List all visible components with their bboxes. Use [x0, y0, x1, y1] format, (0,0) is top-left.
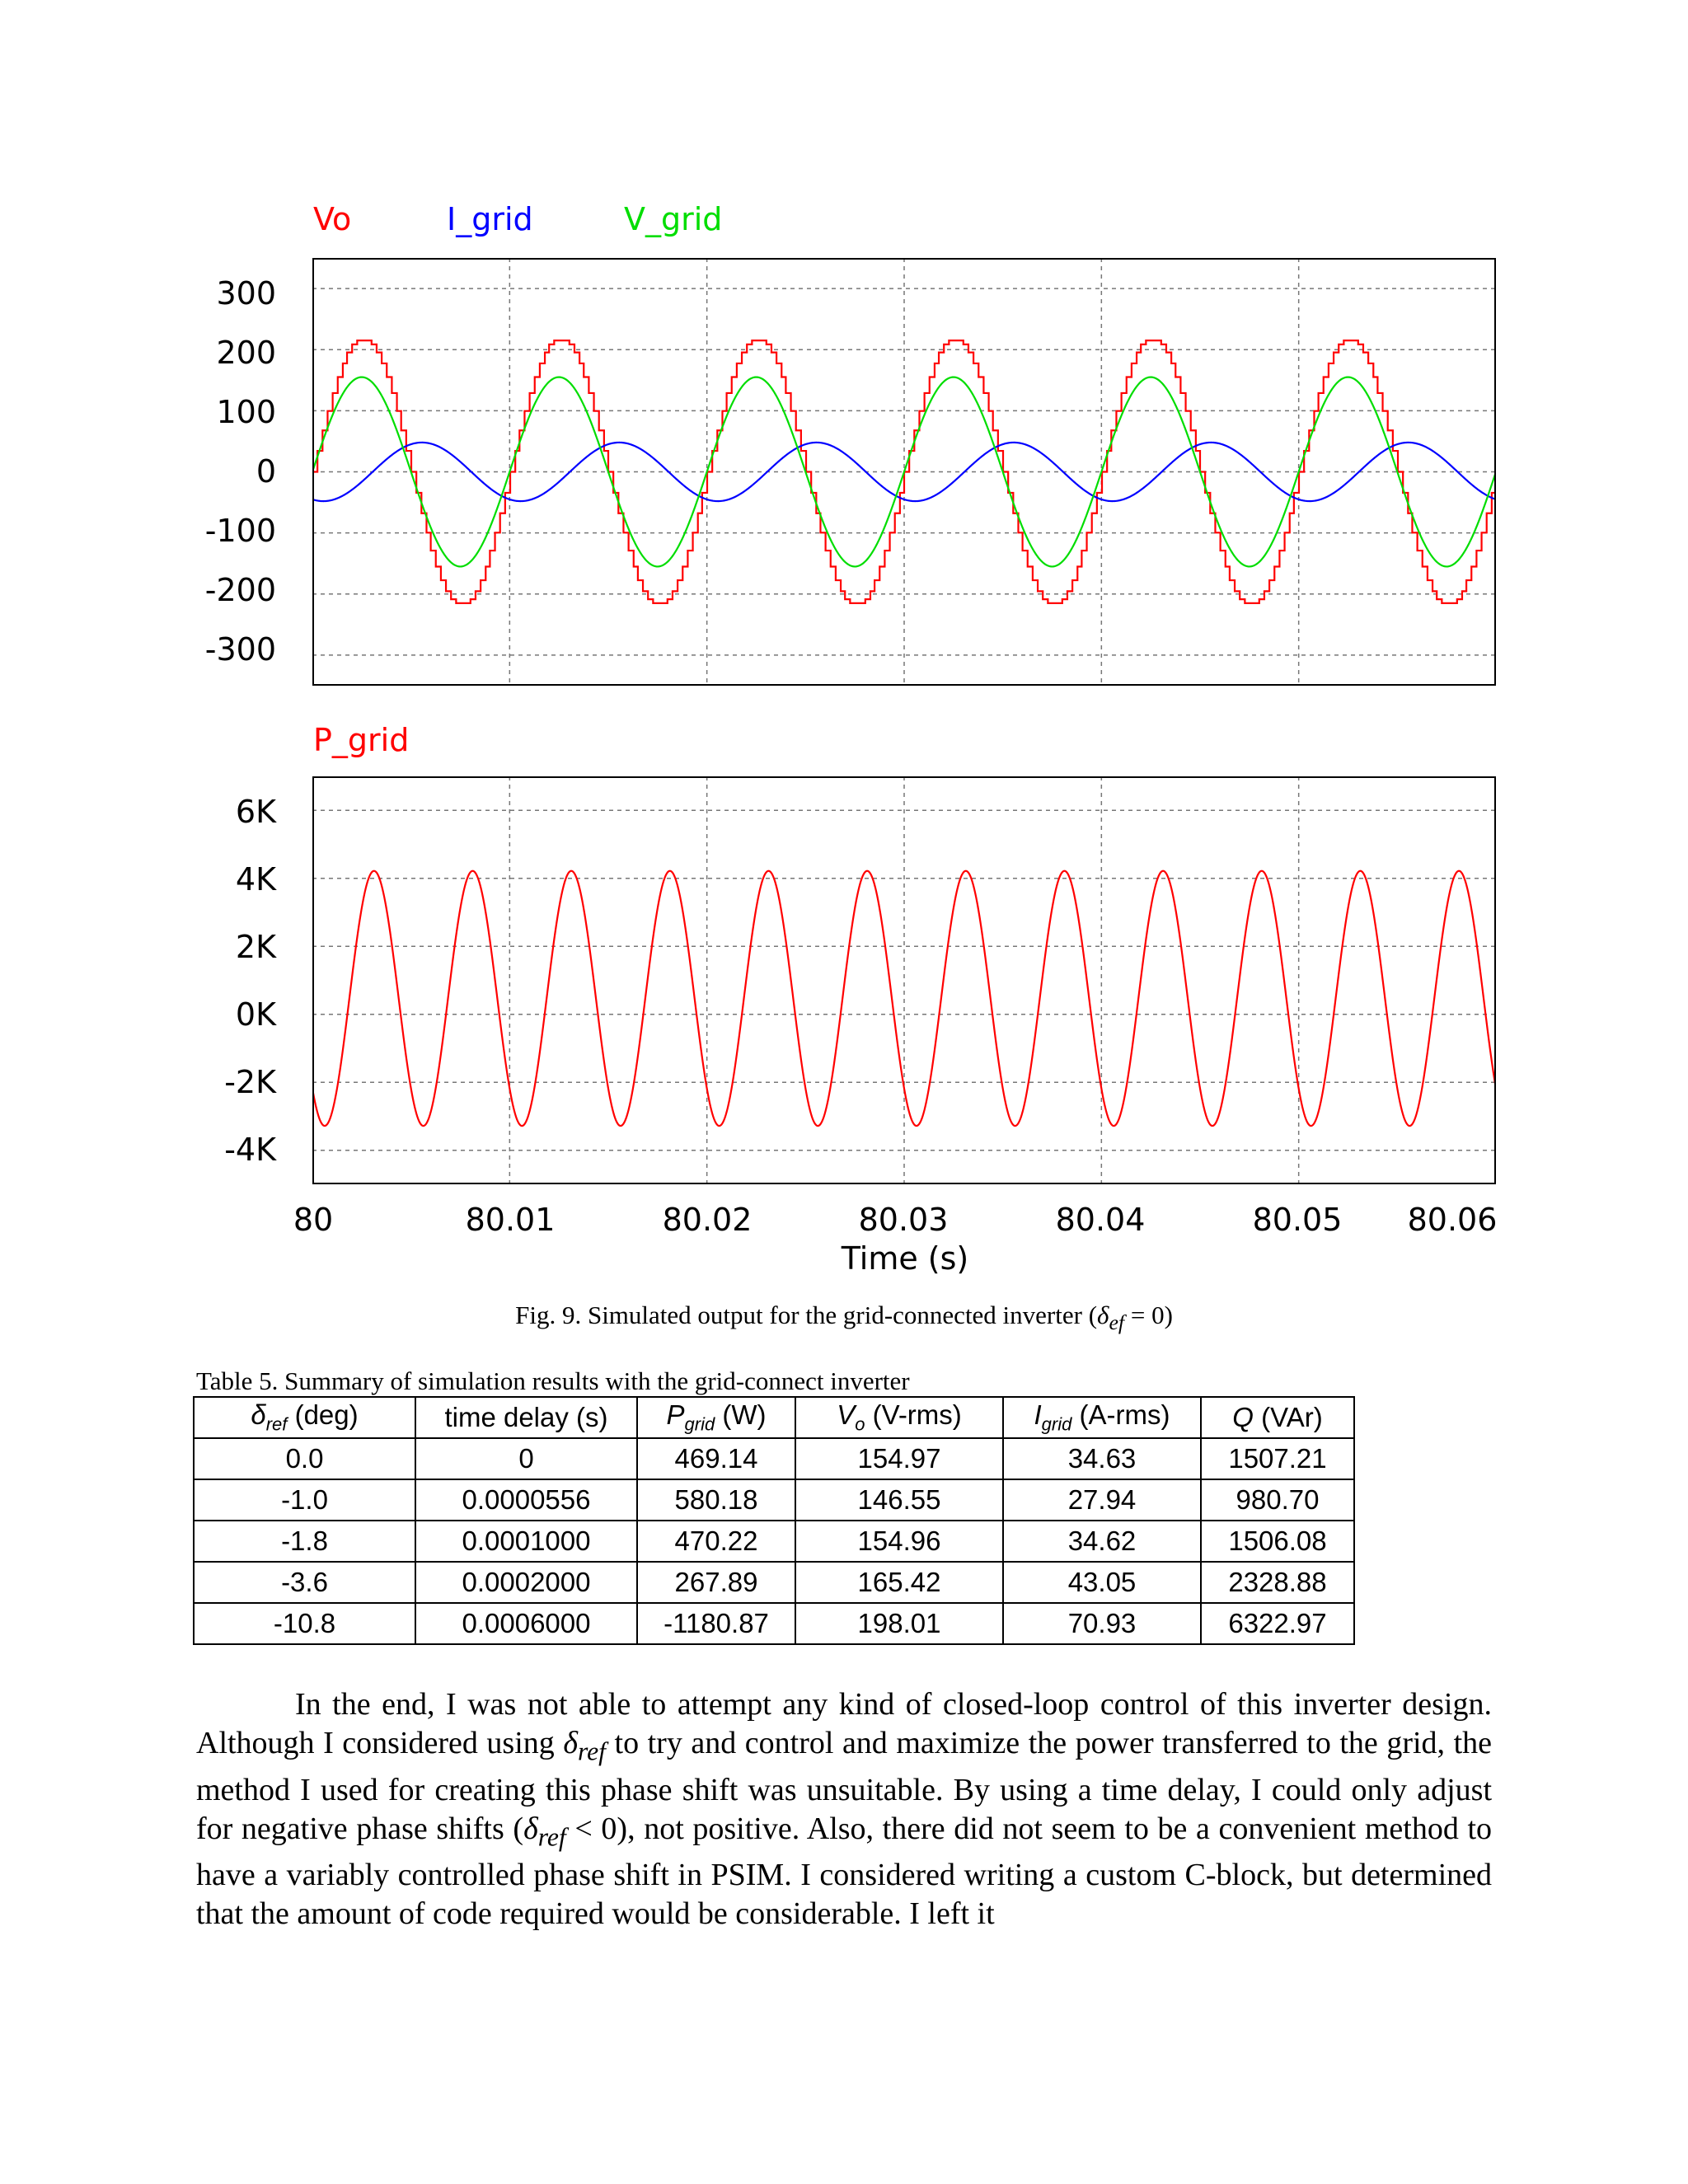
caption-symbol: δ	[1097, 1301, 1109, 1329]
table-cell: 154.96	[795, 1521, 1003, 1562]
ytick-label: 300	[216, 275, 276, 312]
table-cell: 470.22	[637, 1521, 795, 1562]
xtick-label: 80.06	[1407, 1202, 1498, 1238]
table-cell: 0.0006000	[415, 1603, 637, 1644]
table-row	[194, 1603, 1354, 1644]
table-cell: -1.0	[194, 1479, 415, 1521]
caption-sub: ef	[1109, 1310, 1125, 1335]
table-cell: 1506.08	[1201, 1521, 1354, 1562]
x-axis-label: Time (s)	[841, 1240, 969, 1277]
ytick-label: 2K	[235, 929, 276, 965]
ytick-label: 0K	[235, 996, 276, 1033]
table-cell: -1.8	[194, 1521, 415, 1562]
xtick-label: 80	[293, 1202, 334, 1238]
legend-v-grid: V_grid	[624, 201, 723, 237]
col-header-delta: $\delta_{ref}$ (deg)	[194, 1397, 415, 1438]
figure-caption	[0, 1301, 1688, 1335]
ytick-label: -4K	[224, 1132, 276, 1168]
body-paragraph	[196, 1685, 1492, 1933]
ytick-label: -2K	[224, 1064, 276, 1100]
ytick-label: 200	[216, 335, 276, 371]
table-cell: 6322.97	[1201, 1603, 1354, 1644]
delta-symbol: δ	[563, 1726, 578, 1760]
table-cell: 2328.88	[1201, 1562, 1354, 1603]
table-cell: 154.97	[795, 1438, 1003, 1479]
table-row	[194, 1521, 1354, 1562]
table-row	[194, 1479, 1354, 1521]
ytick-label: -100	[204, 513, 276, 549]
delta-sub: ref	[577, 1736, 606, 1766]
table-cell: 34.62	[1003, 1521, 1201, 1562]
top-plot-area	[312, 258, 1496, 686]
table-cell: 70.93	[1003, 1603, 1201, 1644]
table-cell: 469.14	[637, 1438, 795, 1479]
table-cell: 34.63	[1003, 1438, 1201, 1479]
caption-text: Fig. 9. Simulated output for the grid-connected inverter (	[515, 1301, 1098, 1329]
table-cell: 43.05	[1003, 1562, 1201, 1603]
xtick-label: 80.02	[662, 1202, 753, 1238]
legend-vo: Vo	[313, 201, 352, 237]
table-cell: -10.8	[194, 1603, 415, 1644]
delta-sub: ref	[537, 1822, 566, 1852]
body-text-run: < 0), not positive. Also, there did not seem to be a convenient method to have a variably controlled phase shift in PSIM. I considered writing a custom C-block, but determined that the amount of code required would be considerable. I left it	[196, 1811, 1493, 1932]
table-cell: 267.89	[637, 1562, 795, 1603]
table-row	[194, 1562, 1354, 1603]
col-header-q: Q (VAr)	[1201, 1397, 1354, 1438]
col-header-igrid: $I_{grid}$ (A-rms)	[1003, 1397, 1201, 1438]
xtick-label: 80.05	[1252, 1202, 1343, 1238]
ytick-label: -300	[204, 631, 276, 668]
body-text-run: In the end, I was not able to attempt any kind of closed-loop control of this inverter design. Although I considered using	[196, 1687, 1492, 1760]
xtick-label: 80.01	[465, 1202, 556, 1238]
table-header-row	[194, 1397, 1354, 1438]
table-cell: 146.55	[795, 1479, 1003, 1521]
delta-symbol: δ	[523, 1811, 538, 1846]
xtick-label: 80.03	[858, 1202, 949, 1238]
table-cell: 980.70	[1201, 1479, 1354, 1521]
ytick-label: 6K	[235, 794, 276, 830]
legend-i-grid: I_grid	[447, 201, 533, 237]
table-cell: 0	[415, 1438, 637, 1479]
bottom-plot-area	[312, 776, 1496, 1184]
table-caption: Table 5. Summary of simulation results with the grid-connect inverter	[196, 1366, 910, 1395]
col-header-pgrid: $P_{grid}$ (W)	[637, 1397, 795, 1438]
table-cell: 165.42	[795, 1562, 1003, 1603]
table-cell: 580.18	[637, 1479, 795, 1521]
ytick-label: 0	[256, 453, 276, 490]
body-text-run: to try and control and maximize the power transferred to the grid, the method I used for creating this phase shift was unsuitable. By using a time delay, I could only adjust for negative phase shifts (	[196, 1726, 1492, 1846]
ytick-label: 100	[216, 394, 276, 430]
table-cell: 1507.21	[1201, 1438, 1354, 1479]
legend-p-grid: P_grid	[313, 722, 410, 758]
table-cell: 0.0000556	[415, 1479, 637, 1521]
ytick-label: 4K	[235, 861, 276, 898]
xtick-label: 80.04	[1055, 1202, 1146, 1238]
table-cell: -1180.87	[637, 1603, 795, 1644]
results-table	[193, 1396, 1355, 1645]
col-header-vo: $V_o$ (V-rms)	[795, 1397, 1003, 1438]
table-cell: 0.0001000	[415, 1521, 637, 1562]
col-header-time-delay: time delay (s)	[415, 1397, 637, 1438]
caption-text: = 0)	[1124, 1301, 1173, 1329]
table-cell: 198.01	[795, 1603, 1003, 1644]
table-cell: 27.94	[1003, 1479, 1201, 1521]
table-cell: -3.6	[194, 1562, 415, 1603]
table-cell: 0.0002000	[415, 1562, 637, 1603]
ytick-label: -200	[204, 572, 276, 608]
table-cell: 0.0	[194, 1438, 415, 1479]
table-row	[194, 1438, 1354, 1479]
